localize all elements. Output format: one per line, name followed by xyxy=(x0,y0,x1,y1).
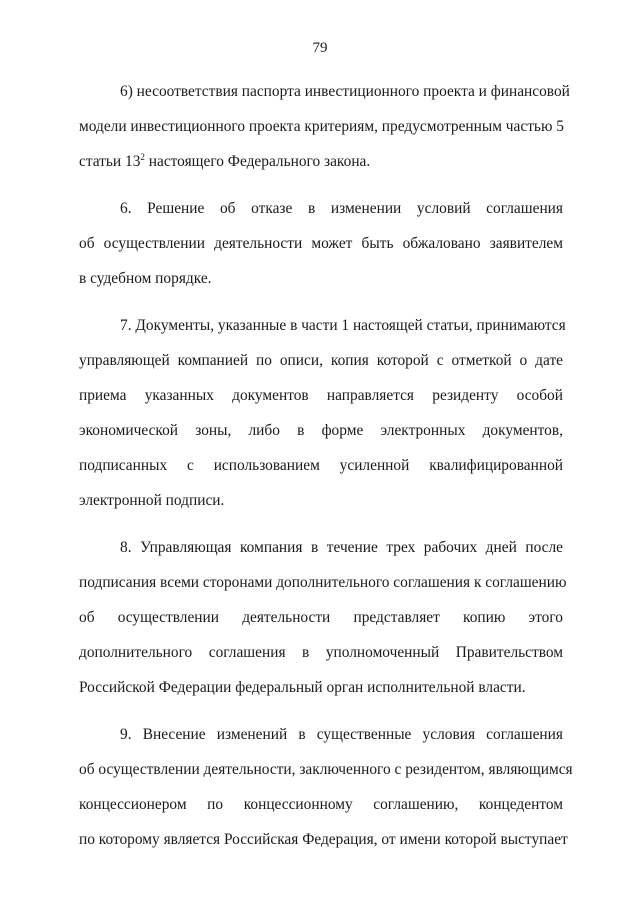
text-fragment: настоящего Федерального закона. xyxy=(144,153,371,170)
paragraph-item-9 xyxy=(79,723,573,863)
paragraph-item-6 xyxy=(79,197,563,302)
text-line: дополнительного соглашения в уполномоченный Правительством xyxy=(79,644,563,661)
text-line: 7. Документы, указанные в части 1 настоящей статьи, принимаются xyxy=(120,317,566,334)
text-line: 6. Решение об отказе в изменении условий соглашения xyxy=(120,200,563,217)
text-line: концессионером по концессионному соглашению, концедентом xyxy=(79,796,563,813)
paragraph-item-8 xyxy=(79,536,567,711)
text-line: управляющей компанией по описи, копия которой с отметкой о дате xyxy=(79,352,563,369)
text-line: в судебном порядке. xyxy=(79,270,212,287)
text-line: подписанных с использованием усиленной квалифицированной xyxy=(79,457,563,474)
text-line: экономической зоны, либо в форме электронных документов, xyxy=(79,422,563,439)
text-line: 9. Внесение изменений в существенные условия соглашения xyxy=(120,726,563,743)
text-line: об осуществлении деятельности может быть обжаловано заявителем xyxy=(79,235,563,252)
text-line: об осуществлении деятельности, заключенного с резидентом, являющимся xyxy=(79,761,573,778)
text-line: Российской Федерации федеральный орган исполнительной власти. xyxy=(79,679,526,696)
text-line xyxy=(79,150,563,185)
text-line: 6) несоответствия паспорта инвестиционного проекта и финансовой xyxy=(120,83,570,100)
text-line: приема указанных документов направляется резиденту особой xyxy=(79,387,563,404)
text-line: об осуществлении деятельности представляет копию этого xyxy=(79,609,563,626)
text-line: электронной подписи. xyxy=(79,492,225,509)
paragraph-item-6-subpoint xyxy=(79,80,570,185)
document-body xyxy=(79,80,573,875)
text-line: 8. Управляющая компания в течение трех рабочих дней после xyxy=(120,539,563,556)
text-line: модели инвестиционного проекта критериям, предусмотренным частью 5 xyxy=(79,118,564,135)
page-number: 79 xyxy=(312,40,328,56)
text-line: по которому является Российская Федерация, от имени которой выступает xyxy=(79,831,568,848)
superscript: 2 xyxy=(140,152,145,162)
text-fragment: статьи 13 xyxy=(79,153,141,170)
paragraph-item-7 xyxy=(79,314,566,524)
text-line: подписания всеми сторонами дополнительного соглашения к соглашению xyxy=(79,574,567,591)
